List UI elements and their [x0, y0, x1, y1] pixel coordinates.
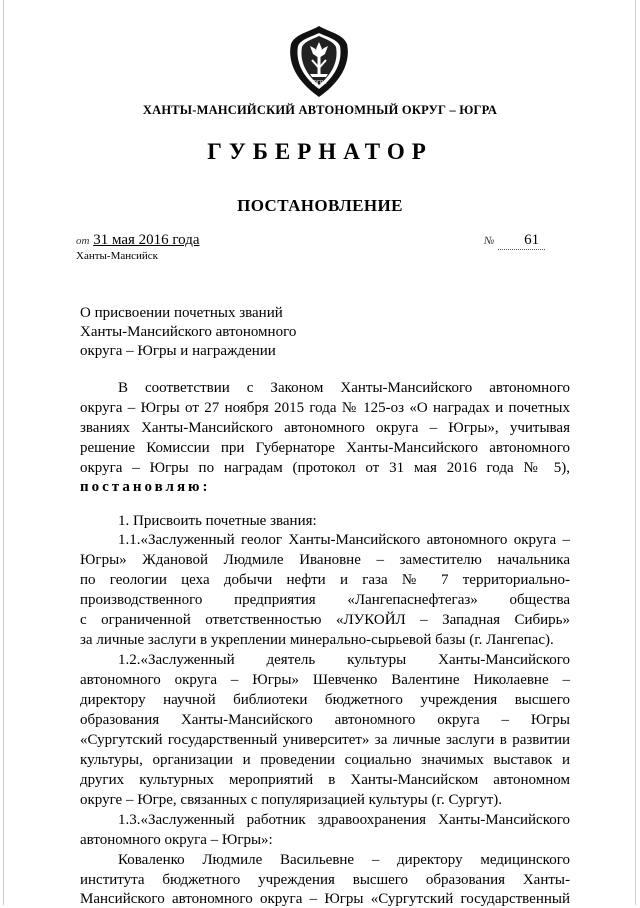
- body-line: культуры, организации и проведении социально значимых выставок и: [80, 752, 570, 768]
- document-city: Ханты-Мансийск: [76, 250, 159, 262]
- body-line: В соответствии с Законом Ханты-Мансийского автономного: [118, 380, 570, 396]
- body-line: «Сургутский государственный университет» за личные заслуги в развитии: [80, 732, 570, 748]
- body-line: 1.2.«Заслуженный деятель культуры Ханты-Мансийского: [118, 652, 570, 668]
- body-line: решение Комиссии при Губернаторе Ханты-Мансийского автономного: [80, 440, 570, 456]
- body-line: 1.1.«Заслуженный геолог Ханты-Мансийского автономного округа –: [118, 532, 570, 548]
- subject-line: О присвоении почетных званий: [80, 305, 283, 321]
- body-line: округе – Югре, связанных с популяризацией культуры (г. Сургут).: [80, 792, 503, 808]
- document-subject: [80, 304, 296, 361]
- date-prefix: от: [76, 235, 90, 247]
- body-line: с ограниченной ответственностью «ЛУКОЙЛ – Западная Сибирь»: [80, 612, 570, 628]
- coat-of-arms-emblem: [286, 24, 352, 100]
- body-line: других культурных мероприятий в Ханты-Мансийском автономном: [80, 772, 570, 788]
- body-line: Югры» Ждановой Людмиле Ивановне – заместителю начальника: [80, 552, 570, 568]
- subject-line: округа – Югры и награждении: [80, 343, 276, 359]
- body-line: производственного предприятия «Лангепаснефтегаз» общества: [80, 592, 570, 608]
- page-edge-right: [635, 0, 636, 905]
- body-line: автономного округа – Югры» Шевченко Валентине Николаевне –: [80, 672, 570, 688]
- body-line: автономного округа – Югры»:: [80, 832, 273, 848]
- body-line: за личные заслуги в укреплении минерально-сырьевой базы (г. Лангепас).: [80, 632, 554, 648]
- body-line: 1.3.«Заслуженный работник здравоохранения Ханты-Мансийского: [118, 812, 570, 828]
- document-number: [484, 232, 545, 250]
- body-line: 1. Присвоить почетные звания:: [118, 513, 317, 529]
- subject-line: Ханты-Мансийского автономного: [80, 324, 297, 340]
- body-line: округа – Югры по наградам (протокол от 31 мая 2016 года № 5),: [80, 460, 570, 476]
- body-line: директору научной библиотеки бюджетного учреждения высшего: [80, 692, 570, 708]
- body-line: Мансийского автономного округа – Югры «Сургутский государственный: [80, 891, 570, 907]
- page-edge-left: [3, 0, 4, 905]
- date-value: 31 мая 2016 года: [93, 232, 200, 248]
- governor-title: ГУБЕРНАТОР: [207, 139, 433, 164]
- body-line: званиях Ханты-Мансийского автономного округа – Югры», учитывая: [80, 420, 570, 436]
- body-line: по геологии цеха добычи нефти и газа № 7 территориально-: [80, 572, 570, 588]
- number-prefix: №: [484, 235, 495, 247]
- document-type: ПОСТАНОВЛЕНИЕ: [237, 196, 403, 215]
- body-line: округа – Югры от 27 ноября 2015 года № 125-оз «О наградах и почетных: [80, 400, 570, 416]
- body-line: Коваленко Людмиле Васильевне – директору медицинского: [118, 852, 570, 868]
- number-value: 61: [498, 232, 545, 250]
- body-line: института бюджетного учреждения высшего образования Ханты-: [80, 872, 570, 888]
- document-date: [76, 232, 200, 249]
- emblem-label: ЮГРА: [311, 80, 327, 86]
- region-name: ХАНТЫ-МАНСИЙСКИЙ АВТОНОМНЫЙ ОКРУГ – ЮГРА: [142, 103, 498, 117]
- body-line-ordering-word: постановляю:: [80, 479, 211, 495]
- body-line: образования Ханты-Мансийского автономного округа – Югры: [80, 712, 570, 728]
